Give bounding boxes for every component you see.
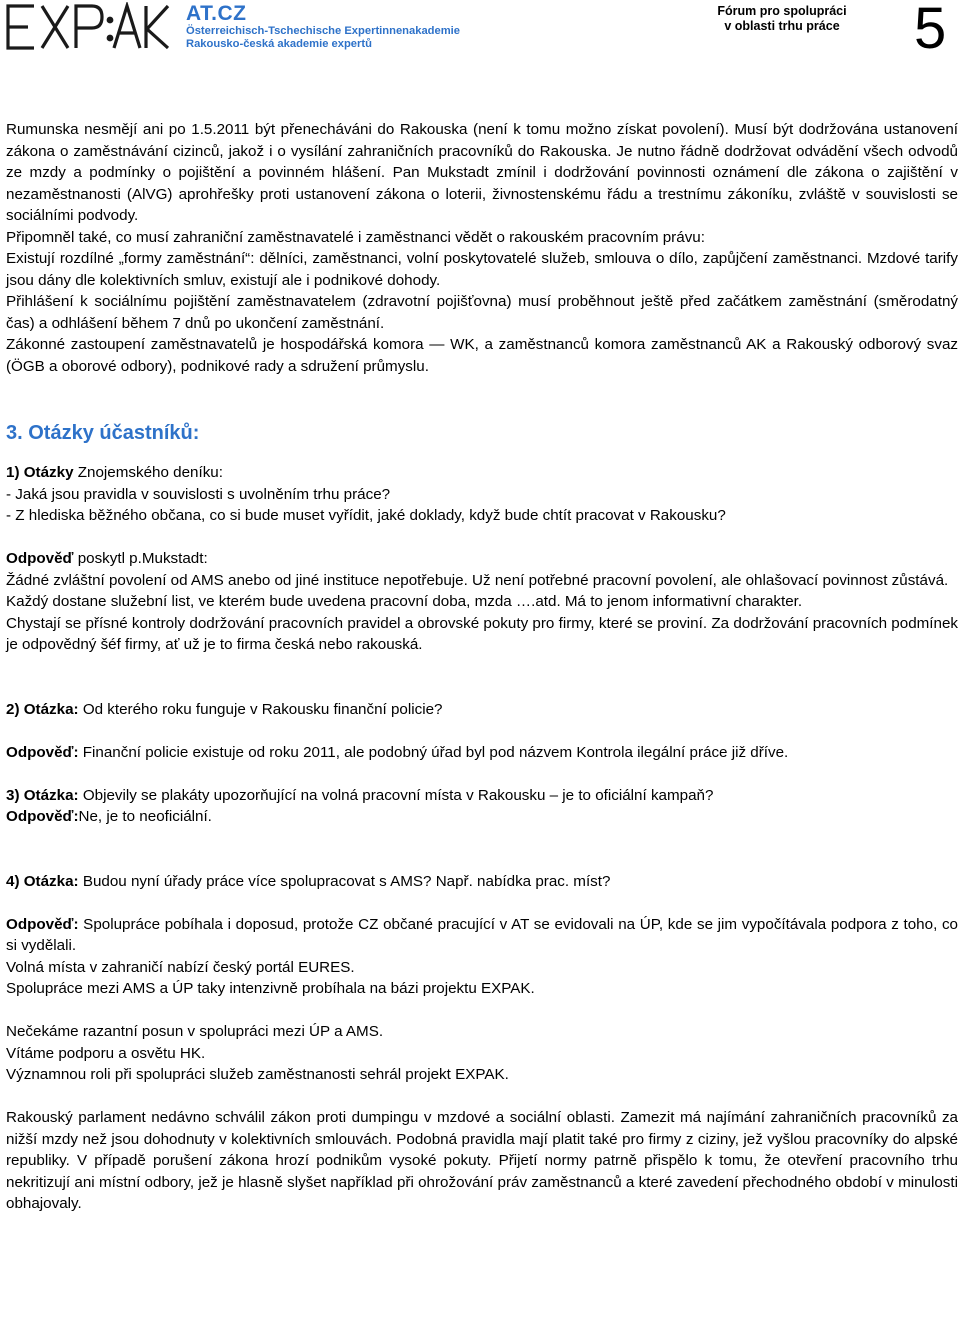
answer-paragraph: Každý dostane služební list, ve kterém bude uvedena pracovní doba, mzda ….atd. Má to jenom informativní charakter. [6,593,803,610]
paragraph: Přihlášení k sociálnímu pojištění zaměstnavatelem (zdravotní pojišťovna) musí proběhnout ještě před začátkem zaměstnání (směrodatný čas) a odhlášení během 7 dnů po ukončení zaměstnání. [6,293,958,332]
org-line-german: Österreichisch-Tschechische Expertinnenakademie [186,25,460,37]
answer-3 [6,806,958,828]
atcz-logo [186,3,460,51]
question-text: Objevily se plakáty upozorňující na volná pracovní místa v Rakousku – je to oficiální kampaň? [78,786,714,804]
question-text: Znojemského deníku: [73,464,223,481]
question-line: - Z hlediska běžného občana, co si bude muset vyřídit, jaké doklady, když bude chtít pracovat v Rakousku? [6,507,726,524]
paragraph: Rakouský parlament nedávno schválil zákon proti dumpingu v mzdové a sociální oblasti. Zamezit má najímání zahraničních pracovníků za nižší mzdy než jsou dohodnuty v kolektivních smlouvách. Podobná pravidla mají platit také pro firmy z ciziny, jež vyšlou pracovníky do alpské republiky. V případě porušení zákona hrozí podnikům vysoké pokuty. Přijetí normy patrně přispělo k tomu, že otevření pracovního trhu nekritizují ani místní odbory, jež je hlasně slyšet například při ohrožování práv zaměstnanců a které zavedení přechodného období v minulosti obhajovaly. [6,1109,958,1212]
answer-label: Odpověď: [6,915,79,933]
answer-line: Volná místa v zahraničí nabízí český portál EURES. [6,958,355,976]
question-1 [6,462,958,484]
expak-logo [4,2,172,52]
answer-text: Finanční policie existuje od roku 2011, ale podobný úřad byl pod názvem Kontrola ilegální práce již dříve. [78,743,789,761]
forum-line-2: v oblasti trhu práce [724,19,840,33]
forum-line-1: Fórum pro spolupráci [717,4,847,18]
answer-text: Spolupráce pobíhala i doposud, protože CZ občané pracující v AT se evidovali na ÚP, kde se jim vypočítávala podpora z toho, co si vydělali. [6,915,958,954]
org-line-czech: Rakousko-česká akademie expertů [186,38,372,50]
answer-intro: poskytl p.Mukstadt: [73,550,208,567]
answer-line: Spolupráce mezi AMS a ÚP taky intenzivně probíhala na bázi projektu EXPAK. [6,980,535,997]
question-label: 2) Otázka: [6,700,79,718]
document-body [6,119,958,1215]
question-3 [6,785,958,807]
paragraph: Existují rozdílné „formy zaměstnání“: dělníci, zaměstnanci, volní poskytovatelé služeb, smlouva o dílo, zapůjčení zaměstnanci. Mzdové tarify jsou dány dle kolektivních smluv, existují ale i podnikové dohody. [6,250,958,289]
page-number: 5 [914,0,947,61]
org-name: AT.CZ [186,2,247,25]
answer-label: Odpověď [6,550,74,567]
answer-paragraph: Žádné zvláštní povolení od AMS anebo od jiné instituce nepotřebuje. Už není potřebné pracovní povolení, ale ohlašovací povinnost zůstává. [6,571,949,589]
paragraph: Zákonné zastoupení zaměstnavatelů je hospodářská komora — WK, a zaměstnanců komora zaměstnanců AK a Rakouský odborový svaz (ÖGB a oborové odbory), podnikové rady a sdružení průmyslu. [6,336,958,375]
question-label: 1) Otázky [6,464,74,481]
paragraph: Rumunska nesmějí ani po 1.5.2011 být přenecháváni do Rakouska (není k tomu možno získat povolení). Musí být dodržována ustanovení zákona o zaměstnávání cizinců, jakož i o vysílání zahraničních pracovníků do Rakouska. Je nutno řádně dodržovat odvádění všech odvodů ze mzdy a podmínky o pojištění a povinném hlášení. Pan Mukstadt zmínil i dodržování povinnosti oznámení dle zákona o zajištění v nezaměstnanosti (AlVG) aprohřešky proti ustanovení zákona o loterii, živnostenskému řádu a trestnímu zákoníku, zvláště v souvislosti se sociálními podvody. [6,121,958,224]
answer-label: Odpověď: [6,743,79,761]
section-title: 3. Otázky účastníků: [6,422,200,444]
answer-label: Odpověď: [6,808,79,825]
forum-title [712,4,852,34]
question-4 [6,871,958,893]
answer-line: Nečekáme razantní posun v spolupráci mezi ÚP a AMS. [6,1023,384,1040]
question-text: Od kterého roku funguje v Rakousku finanční policie? [78,700,443,718]
question-2 [6,699,958,721]
answer-4 [6,914,958,957]
question-label: 4) Otázka: [6,872,79,890]
answer-heading [6,548,958,570]
answer-line: Významnou roli při spolupráci služeb zaměstnanosti sehrál projekt EXPAK. [6,1066,509,1083]
question-text: Budou nyní úřady práce více spolupracovat s AMS? Např. nabídka prac. míst? [78,872,611,890]
page-header [0,0,960,60]
answer-paragraph: Chystají se přísné kontroly dodržování pracovních pravidel a obrovské pokuty pro firmy, které se proviní. Za dodržování pracovních podmínek je odpovědný šéf firmy, ať už je to firma česká nebo rakouská. [6,614,958,653]
answer-2 [6,742,958,764]
question-line: - Jaká jsou pravidla v souvislosti s uvolněním trhu práce? [6,485,391,503]
question-label: 3) Otázka: [6,786,79,804]
answer-line: Vítáme podporu a osvětu HK. [6,1044,206,1062]
paragraph: Připomněl také, co musí zahraniční zaměstnavatelé i zaměstnanci vědět o rakouském pracovním právu: [6,228,705,246]
answer-text: Ne, je to neoficiální. [78,808,212,825]
